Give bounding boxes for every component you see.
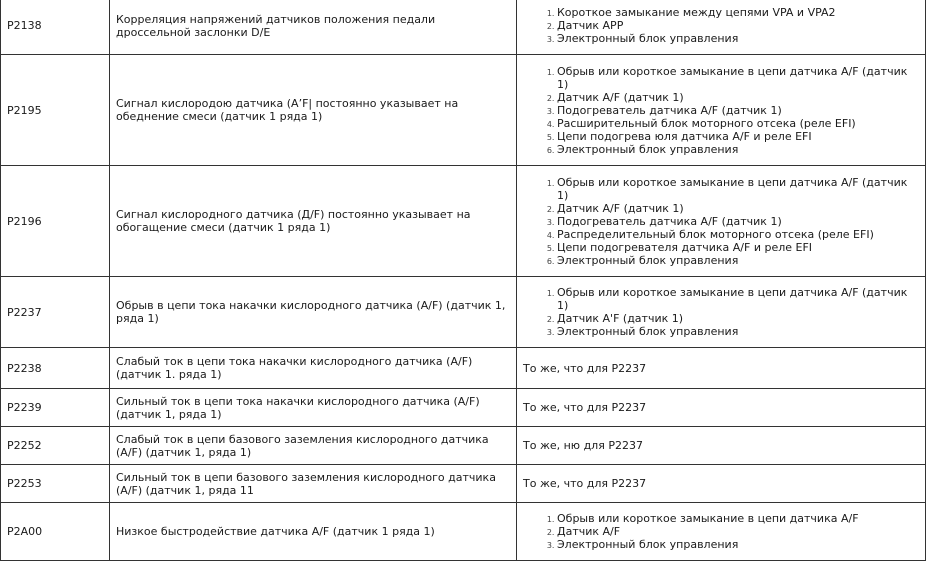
- table-row: [1, 166, 926, 277]
- cause-item: 1. Обрыв или короткое замыкание в цепи датчика A/F: [557, 512, 919, 525]
- cause-item: 4. Расширительный блок моторного отсека (реле EFI): [557, 117, 919, 130]
- table-row: [1, 0, 926, 55]
- table-row: [1, 389, 926, 427]
- table-row: [1, 55, 926, 166]
- cause-item: 3. Электронный блок управления: [557, 325, 919, 338]
- dtc-code: P2237: [1, 277, 110, 348]
- dtc-causes: То же, что для P2237: [517, 389, 926, 427]
- dtc-code: P2239: [1, 389, 110, 427]
- dtc-causes: [517, 277, 926, 348]
- dtc-causes: То же, что для P2237: [517, 465, 926, 503]
- cause-item: 3. Подогреватель датчика A/F (датчик 1): [557, 104, 919, 117]
- cause-item: 6. Электронный блок управления: [557, 254, 919, 267]
- dtc-code: P2196: [1, 166, 110, 277]
- cause-item: 5. Цепи подогревателя датчика A/F и реле EFI: [557, 241, 919, 254]
- table-row: [1, 465, 926, 503]
- causes-list: [523, 176, 919, 267]
- dtc-code: P2253: [1, 465, 110, 503]
- cause-item: 4. Распределительный блок моторного отсека (реле EFI): [557, 228, 919, 241]
- dtc-description: Сильный ток в цепи тока накачки кислородного датчика (A/F) (датчик 1, ряда 1): [110, 389, 517, 427]
- cause-item: 2. Датчик A/F (датчик 1): [557, 91, 919, 104]
- dtc-code: P2238: [1, 348, 110, 389]
- dtc-code: P2138: [1, 0, 110, 55]
- dtc-description: Обрыв в цепи тока накачки кислородного датчика (A/F) (датчик 1, ряда 1): [110, 277, 517, 348]
- dtc-causes: [517, 503, 926, 561]
- dtc-causes: [517, 55, 926, 166]
- dtc-code: P2252: [1, 427, 110, 465]
- cause-item: 3. Электронный блок управления: [557, 538, 919, 551]
- cause-item: 2. Датчик APP: [557, 19, 919, 32]
- cause-item: 2. Датчик A/F: [557, 525, 919, 538]
- table-row: [1, 427, 926, 465]
- table-row: [1, 348, 926, 389]
- dtc-description: Слабый ток в цепи тока накачки кислородного датчика (A/F) (датчик 1. ряда 1): [110, 348, 517, 389]
- dtc-description: Сильный ток в цепи базового заземления кислородного датчика (A/F) (датчик 1, ряда 11: [110, 465, 517, 503]
- dtc-description: Сигнал кислородного датчика (Д/F) постоянно указывает на обогащение смеси (датчик 1 ряда 1): [110, 166, 517, 277]
- cause-item: 1. Обрыв или короткое замыкание в цепи датчика A/F (датчик 1): [557, 176, 919, 202]
- cause-item: 2. Датчик A/F (датчик 1): [557, 202, 919, 215]
- dtc-code: P2A00: [1, 503, 110, 561]
- table-row: [1, 503, 926, 561]
- dtc-code: P2195: [1, 55, 110, 166]
- cause-item: 3. Подогреватель датчика A/F (датчик 1): [557, 215, 919, 228]
- causes-list: [523, 286, 919, 338]
- dtc-description: Корреляция напряжений датчиков положения педали дроссельной заслонки D/E: [110, 0, 517, 55]
- cause-item: 1. Обрыв или короткое замыкание в цепи датчика A/F (датчик 1): [557, 286, 919, 312]
- dtc-causes: [517, 0, 926, 55]
- cause-item: 1. Короткое замыкание между цепями VPA и VPA2: [557, 6, 919, 19]
- causes-list: [523, 512, 919, 551]
- dtc-description: Слабый ток в цепи базового заземления кислородного датчика (A/F) (датчик 1, ряда 1): [110, 427, 517, 465]
- table-row: [1, 277, 926, 348]
- dtc-description: Сигнал кислородою датчика (А’F| постоянно указывает на обеднение смеси (датчик 1 ряда 1): [110, 55, 517, 166]
- dtc-causes: То же, что для P2237: [517, 348, 926, 389]
- dtc-causes: То же, ню для P2237: [517, 427, 926, 465]
- cause-item: 5. Цепи подогрева юля датчика A/F и реле EFI: [557, 130, 919, 143]
- cause-item: 1. Обрыв или короткое замыкание в цепи датчика A/F (датчик 1): [557, 65, 919, 91]
- dtc-causes: [517, 166, 926, 277]
- cause-item: 2. Датчик A'F (датчик 1): [557, 312, 919, 325]
- cause-item: 6. Электронный блок управления: [557, 143, 919, 156]
- causes-list: [523, 65, 919, 156]
- causes-list: [523, 6, 919, 45]
- dtc-description: Низкое быстродействие датчика A/F (датчик 1 ряда 1): [110, 503, 517, 561]
- cause-item: 3. Электронный блок управления: [557, 32, 919, 45]
